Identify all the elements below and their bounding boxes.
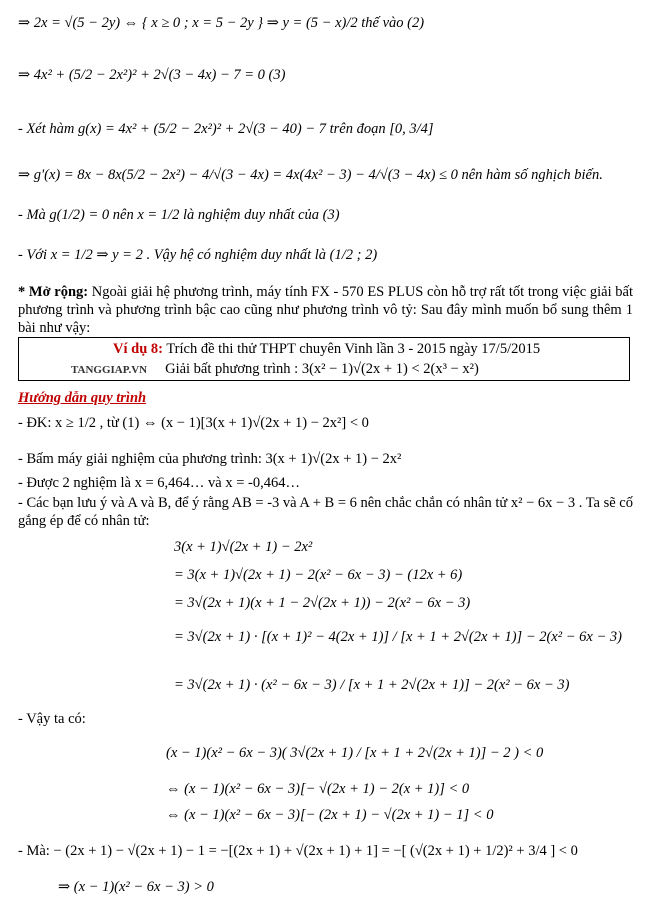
- mo-rong-paragraph: [18, 283, 633, 337]
- step-1: 3(x + 1)√(2x + 1) − 2x²: [174, 539, 313, 555]
- example-title: Trích đề thi thử THPT chuyên Vinh lần 3 - 2015 ngày 17/5/2015: [162, 341, 541, 357]
- line-6: - Với x = 1/2 ⇒ y = 2 . Vậy hệ có nghiệm duy nhất là (1/2 ; 2): [18, 247, 378, 263]
- step-2: = 3(x + 1)√(2x + 1) − 2(x² − 6x − 3) − (12x + 6): [174, 567, 463, 583]
- example-label: Ví dụ 8:: [113, 341, 163, 357]
- final-line: ⇒ (x − 1)(x² − 6x − 3) > 0: [58, 879, 214, 895]
- example-box: [18, 337, 630, 381]
- line-1: ⇒ 2x = √(5 − 2y) ⇔ { x ≥ 0 ; x = 5 − 2y } ⇒ y = (5 − x)/2 thế vào (2): [18, 15, 425, 31]
- dk-line: - ĐK: x ≥ 1/2 , từ (1) ⇔ (x − 1)[3(x + 1)√(2x + 1) − 2x²] < 0: [18, 415, 369, 431]
- step-5: = 3√(2x + 1) · (x² − 6x − 3) / [x + 1 + 2√(2x + 1)] − 2(x² − 6x − 3): [174, 677, 570, 693]
- example-task: Giải bất phương trình : 3(x² − 1)√(2x + 1) < 2(x³ − x²): [165, 361, 479, 377]
- example-task-line: [71, 361, 479, 378]
- bam-line: - Bấm máy giải nghiệm của phương trình: 3(x + 1)√(2x + 1) − 2x²: [18, 451, 402, 467]
- vay-line: - Vậy ta có:: [18, 711, 86, 727]
- cac-ban-paragraph: - Các bạn lưu ý và A và B, để ý rằng AB = -3 và A + B = 6 nên chắc chắn có nhân tử x² − 6x − 3 . Ta sẽ cố gắng ép để có nhân tử:: [18, 495, 633, 529]
- ma-line: - Mà: − (2x + 1) − √(2x + 1) − 1 = −[(2x + 1) + √(2x + 1) + 1] = −[ (√(2x + 1) + 1/2)² + 3/4 ] < 0: [18, 843, 578, 859]
- step-4: = 3√(2x + 1) · [(x + 1)² − 4(2x + 1)] / [x + 1 + 2√(2x + 1)] − 2(x² − 6x − 3): [174, 629, 622, 645]
- line-3: - Xét hàm g(x) = 4x² + (5/2 − 2x²)² + 2√(3 − 40) − 7 trên đoạn [0, 3/4]: [18, 121, 434, 137]
- example-title-line: [113, 341, 540, 358]
- mo-rong-label: * Mở rộng:: [18, 284, 89, 300]
- line-2: ⇒ 4x² + (5/2 − 2x²)² + 2√(3 − 4x) − 7 = 0 (3): [18, 67, 286, 83]
- line-5: - Mà g(1/2) = 0 nên x = 1/2 là nghiệm duy nhất của (3): [18, 207, 340, 223]
- conclusion-3: ⇔ (x − 1)(x² − 6x − 3)[− (2x + 1) − √(2x + 1) − 1] < 0: [166, 807, 494, 823]
- duoc-line: - Được 2 nghiệm là x = 6,464… và x = -0,464…: [18, 475, 300, 491]
- step-3: = 3√(2x + 1)(x + 1 − 2√(2x + 1)) − 2(x² − 6x − 3): [174, 595, 471, 611]
- line-4: ⇒ g'(x) = 8x − 8x(5/2 − 2x²) − 4/√(3 − 4x) = 4x(4x² − 3) − 4/√(3 − 4x) ≤ 0 nên hàm số nghịch biến.: [18, 167, 603, 183]
- conclusion-2: ⇔ (x − 1)(x² − 6x − 3)[− √(2x + 1) − 2(x + 1)] < 0: [166, 781, 470, 797]
- site-logo: TANGGIAP.VN: [71, 364, 148, 376]
- conclusion-1: (x − 1)(x² − 6x − 3)( 3√(2x + 1) / [x + 1 + 2√(2x + 1)] − 2 ) < 0: [166, 745, 544, 761]
- mo-rong-text: Ngoài giải hệ phương trình, máy tính FX - 570 ES PLUS còn hỗ trợ rất tốt trong việc giải bất phương trình và phương trình bậc cao cũng như phương trình vô tỷ: Sau đây mình muốn bổ sung thêm 1 bài như vậy:: [18, 284, 633, 336]
- guide-heading: Hướng dẫn quy trình: [18, 390, 147, 406]
